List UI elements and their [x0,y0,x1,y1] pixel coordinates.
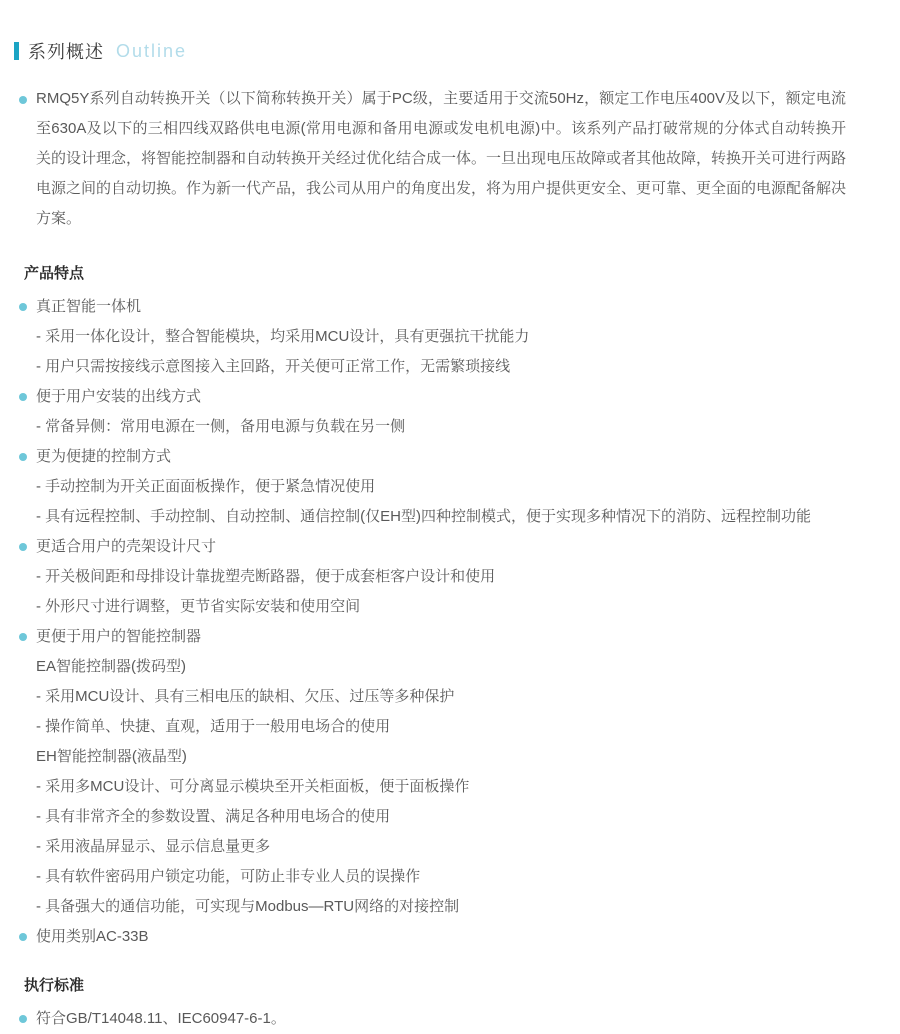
list-item-text: - 采用液晶屏显示、显示信息量更多 [36,838,271,855]
list-item [0,922,900,952]
list-item-text: - 用户只需按接线示意图接入主回路，开关便可正常工作，无需繁琐接线 [36,358,511,375]
list-item-text: - 采用一体化设计，整合智能模块，均采用MCU设计，具有更强抗干扰能力 [36,328,530,345]
list-item-text: - 开关极间距和母排设计靠拢塑壳断路器，便于成套柜客户设计和使用 [36,568,496,585]
standards-heading: 执行标准 [24,977,85,994]
list-item-text: - 具有软件密码用户锁定功能，可防止非专业人员的误操作 [36,868,421,885]
list-item-text: 真正智能一体机 [36,298,142,315]
list-item-text: EH智能控制器(液晶型) [36,748,187,765]
bullet-dot-icon [19,96,27,104]
list-item [0,532,900,562]
standards-list [0,1004,900,1034]
list-subitem [0,592,900,622]
list-subitem [0,412,900,442]
list-item-text: EA智能控制器(拨码型) [36,658,187,675]
section-title-en: Outline [116,40,188,61]
list-subitem [0,862,900,892]
list-item-text: 使用类别AC-33B [36,928,149,945]
bullet-dot-icon [19,303,27,311]
intro-paragraph-row [0,84,900,234]
list-subheading [0,742,900,772]
list-item-text: - 具有远程控制、手动控制、自动控制、通信控制(仅EH型)四种控制模式，便于实现多种情况下的消防、远程控制功能 [36,508,811,525]
list-item [0,622,900,652]
list-item-text: - 采用MCU设计、具有三相电压的缺相、欠压、过压等多种保护 [36,688,455,705]
list-subitem [0,712,900,742]
list-item-text: 符合GB/T14048.11、IEC60947-6-1。 [36,1010,286,1027]
list-subitem [0,322,900,352]
list-item-text: - 手动控制为开关正面面板操作，便于紧急情况使用 [36,478,376,495]
list-item-text: - 具备强大的通信功能，可实现与Modbus—RTU网络的对接控制 [36,898,460,915]
section-header [14,40,900,62]
bullet-dot-icon [19,393,27,401]
list-subitem [0,892,900,922]
bullet-dot-icon [19,543,27,551]
list-item-text: - 操作简单、快捷、直观，适用于一般用电场合的使用 [36,718,391,735]
list-item [0,1004,900,1034]
features-list [0,292,900,952]
list-item-text: 更便于用户的智能控制器 [36,628,202,645]
bullet-dot-icon [19,633,27,641]
list-item [0,292,900,322]
list-item [0,382,900,412]
list-subitem [0,802,900,832]
list-subheading [0,652,900,682]
accent-bar-icon [14,42,19,60]
bullet-dot-icon [19,453,27,461]
list-item-text: - 采用多MCU设计、可分离显示模块至开关柜面板，便于面板操作 [36,778,470,795]
list-item-text: - 外形尺寸进行调整，更节省实际安装和使用空间 [36,598,361,615]
list-item-text: 便于用户安装的出线方式 [36,388,202,405]
list-subitem [0,502,900,532]
list-subitem [0,562,900,592]
list-item-text: 更适合用户的壳架设计尺寸 [36,538,217,555]
features-heading: 产品特点 [24,265,85,282]
list-item-text: - 常备异侧：常用电源在一侧，备用电源与负载在另一侧 [36,418,406,435]
list-subitem [0,832,900,862]
list-item [0,442,900,472]
list-item-text: 更为便捷的控制方式 [36,448,172,465]
bullet-dot-icon [19,1015,27,1023]
list-subitem [0,352,900,382]
bullet-dot-icon [19,933,27,941]
list-subitem [0,772,900,802]
list-item-text: - 具有非常齐全的参数设置、满足各种用电场合的使用 [36,808,391,825]
intro-paragraph: RMQ5Y系列自动转换开关（以下简称转换开关）属于PC级，主要适用于交流50Hz，额定工作电压400V及以下，额定电流至630A及以下的三相四线双路供电电源(常用电源和备用电源或发电机电源)中。该系列产品打破常规的分体式自动转换开关的设计理念，将智能控制器和自动转换开关经过优化结合成一体。一旦出现电压故障或者其他故障，转换开关可进行两路电源之间的自动切换。作为新一代产品，我公司从用户的角度出发，将为用户提供更安全、更可靠、更全面的电源配备解决方案。 [36,90,847,227]
list-subitem [0,472,900,502]
section-title-cn: 系列概述 [28,42,104,62]
list-subitem [0,682,900,712]
